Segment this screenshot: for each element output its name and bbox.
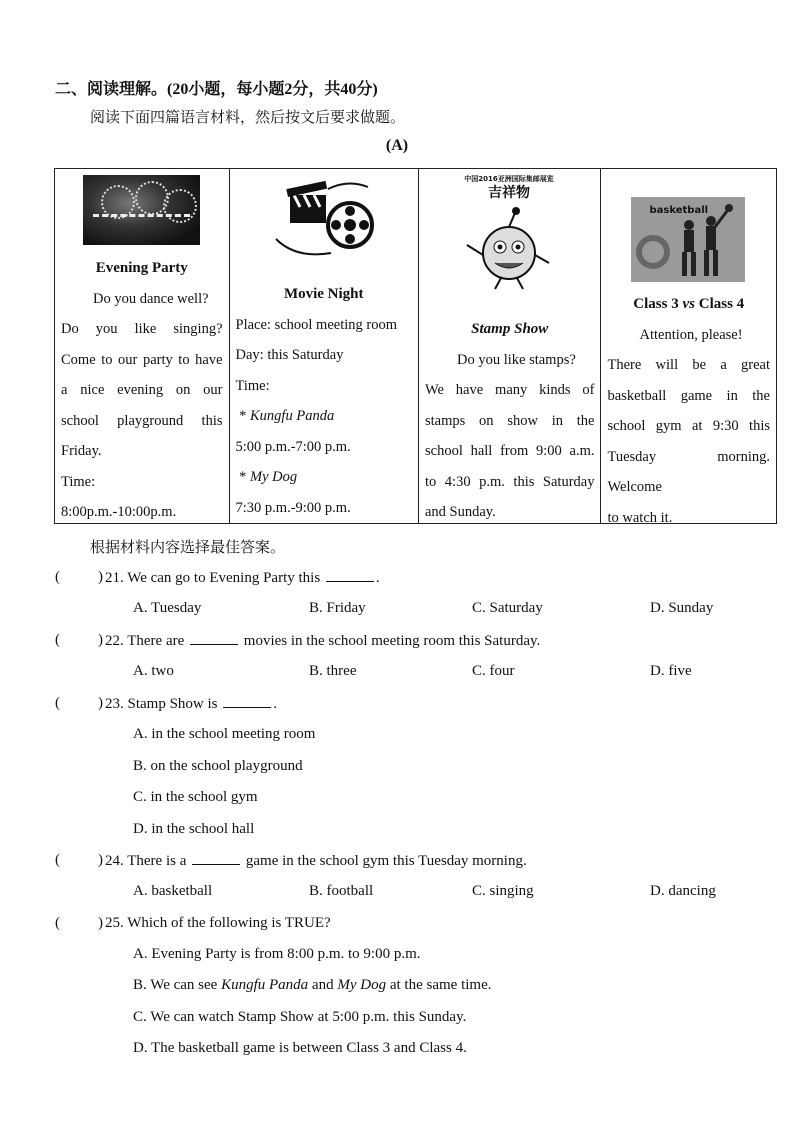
- basketball-line: Tuesday morning. Welcome: [607, 448, 770, 495]
- option-d[interactable]: D. dancing: [650, 883, 716, 899]
- movie-night-title: Movie Night: [283, 286, 364, 302]
- evening-party-time-label: Time:: [61, 473, 96, 490]
- stamp-show-line: stamps on show in the: [424, 412, 595, 429]
- stamp-show-line: school hall from 9:00 a.m.: [424, 443, 595, 459]
- answer-paren-close: ): [98, 915, 103, 931]
- option-c[interactable]: C. four: [472, 663, 515, 679]
- answer-paren-open[interactable]: (: [55, 569, 60, 585]
- movie-2-time: 7:30 p.m.-9:00 p.m.: [235, 499, 351, 516]
- ad-basketball: [601, 169, 776, 526]
- evening-party-line: Do you like singing?: [61, 321, 223, 337]
- answer-paren-close: ): [98, 569, 103, 585]
- option-c[interactable]: C. Saturday: [472, 600, 543, 616]
- answer-paren-close: ): [98, 632, 103, 648]
- mascot-image: [445, 173, 573, 291]
- question-stem: 23. Stamp Show is .: [105, 696, 278, 712]
- option-a[interactable]: A. two: [133, 663, 174, 679]
- basketball-image-label: basketball: [649, 205, 709, 216]
- option-c[interactable]: C. singing: [472, 883, 534, 899]
- option-d[interactable]: D. Sunday: [650, 600, 714, 616]
- evening-party-line: Come to our party to have: [61, 351, 223, 368]
- movie-day: Day: this Saturday: [235, 347, 344, 363]
- movie-1: [236, 401, 412, 432]
- movie-1-time: 5:00 p.m.-7:00 p.m.: [235, 438, 351, 455]
- answer-blank: [192, 852, 240, 865]
- basketball-line: basketball game in the: [607, 387, 770, 404]
- movie-2-title: My Dog: [250, 469, 298, 485]
- movie-2: [236, 462, 412, 493]
- movie-place: Place: school meeting room: [235, 316, 397, 333]
- basketball-line: There will be a great: [607, 357, 770, 373]
- questions-prompt: 根据材料内容选择最佳答案。: [90, 540, 286, 556]
- option-b[interactable]: B. Friday: [309, 600, 366, 616]
- evening-party-time: 8:00p.m.-10:00p.m.: [61, 504, 177, 520]
- answer-paren-close: ): [98, 852, 103, 868]
- evening-party-line: school playground this: [61, 412, 223, 429]
- basketball-line: Attention, please!: [639, 326, 743, 343]
- fireworks-image: [83, 175, 200, 245]
- instruction: 阅读下面四篇语言材料，然后按文后要求做题。: [90, 110, 406, 126]
- answer-paren-open[interactable]: (: [55, 852, 60, 868]
- answer-paren-open[interactable]: (: [55, 632, 60, 648]
- evening-party-title: Evening Party: [95, 260, 188, 276]
- option-a[interactable]: A. Tuesday: [133, 600, 202, 616]
- stamp-show-line: Do you like stamps?: [456, 351, 576, 368]
- bullet: *: [239, 469, 247, 485]
- stamp-show-title: Stamp Show: [471, 321, 549, 337]
- ad-movie-night: [230, 169, 419, 523]
- answer-blank: [190, 632, 238, 645]
- answer-blank: [326, 569, 374, 582]
- answer-blank: [223, 695, 271, 708]
- answer-paren-open[interactable]: (: [55, 695, 60, 711]
- passage-label: (A): [385, 137, 409, 154]
- evening-party-line: Do you dance well?: [93, 290, 209, 307]
- option-b[interactable]: B. three: [309, 663, 357, 679]
- stamp-show-line: and Sunday.: [424, 504, 496, 520]
- question-stem: 22. There are movies in the school meeting room this Saturday.: [105, 633, 541, 649]
- basketball-line: to watch it.: [607, 509, 673, 526]
- ad-evening-party: [55, 169, 230, 523]
- ad-stamp-show: [419, 169, 602, 523]
- movie-1-title: Kungfu Panda: [250, 408, 335, 424]
- evening-party-line: Friday.: [61, 443, 102, 459]
- mascot-name: 吉祥物: [487, 185, 530, 201]
- film-reel-icon: [268, 177, 386, 267]
- option-b[interactable]: B. football: [309, 883, 374, 899]
- basketball-line: school gym at 9:30 this: [607, 418, 770, 434]
- question-stem: 24. There is a game in the school gym this Tuesday morning.: [105, 853, 527, 869]
- stamp-show-line: We have many kinds of: [424, 382, 595, 398]
- ads-table: [54, 168, 777, 524]
- option-a[interactable]: A. basketball: [133, 883, 213, 899]
- bullet: *: [239, 408, 247, 424]
- question-stem: 21. We can go to Evening Party this .: [105, 570, 380, 586]
- evening-party-line: a nice evening on our: [61, 382, 223, 398]
- basketball-title: Class 3 vs Class 4: [633, 296, 745, 312]
- option-d[interactable]: D. five: [650, 663, 692, 679]
- mascot-caption: 中国2016亚洲国际集邮展览: [464, 175, 554, 183]
- section-title: 二、阅读理解。(20小题，每小题2分，共40分): [55, 81, 378, 98]
- answer-paren-close: ): [98, 695, 103, 711]
- question-stem: 25. Which of the following is TRUE?: [105, 915, 331, 931]
- movie-time-label: Time:: [235, 377, 270, 394]
- answer-paren-open[interactable]: (: [55, 915, 60, 931]
- basketball-image: [631, 197, 745, 282]
- stamp-show-line: to 4:30 p.m. this Saturday: [424, 473, 595, 490]
